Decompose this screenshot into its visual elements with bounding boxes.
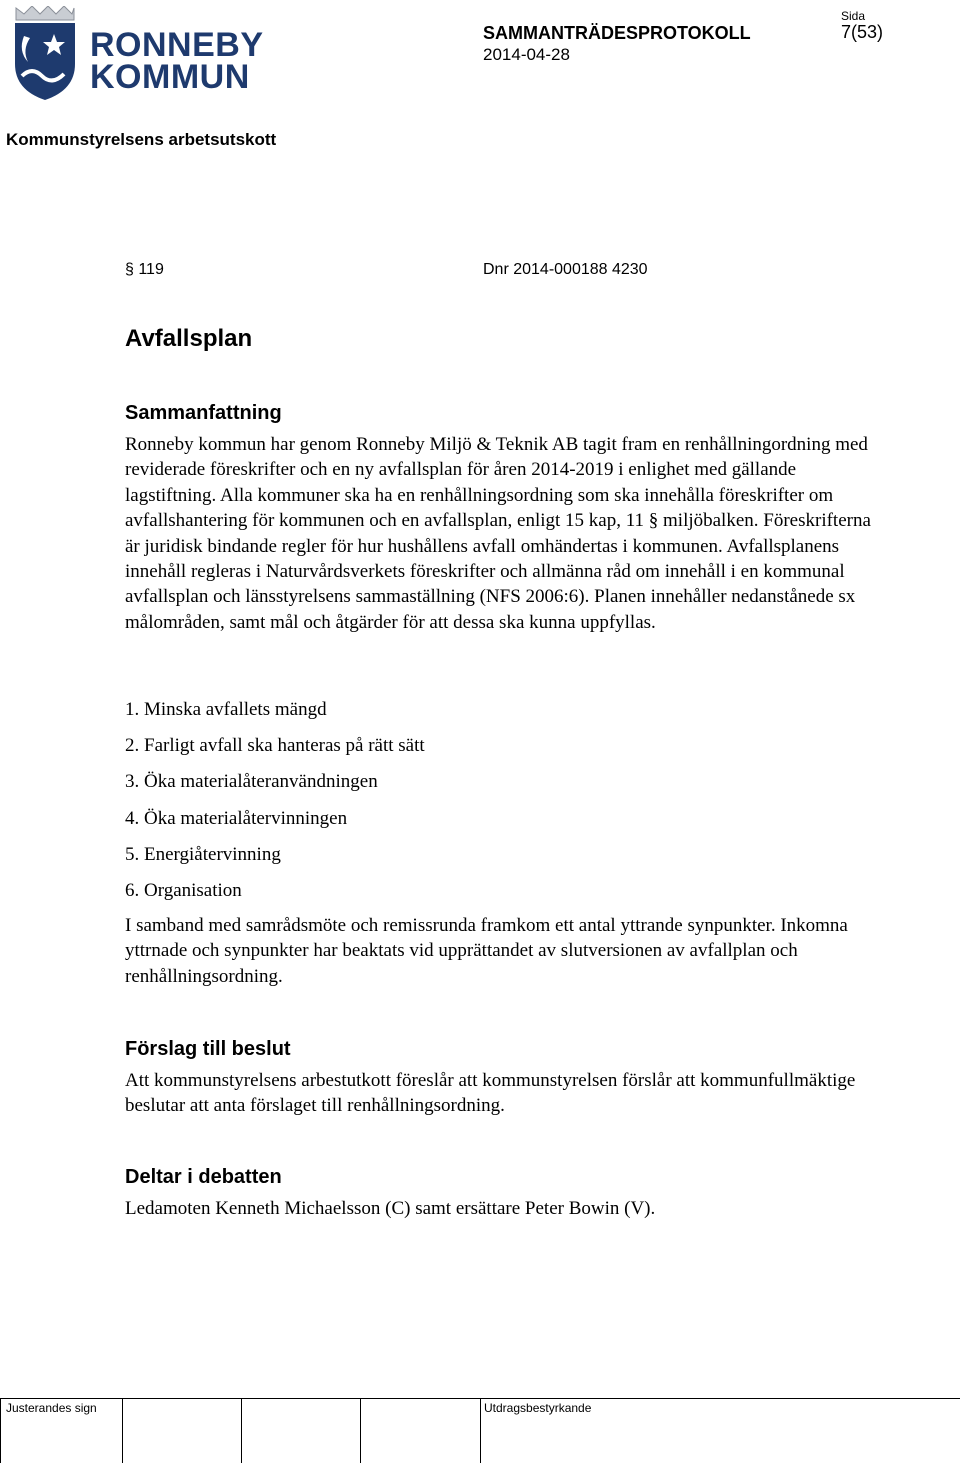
document-title: SAMMANTRÄDESPROTOKOLL	[483, 23, 751, 43]
list-item: 3. Öka materialåteranvändningen	[125, 771, 378, 793]
list-item: 5. Energiåtervinning	[125, 843, 281, 865]
footer-divider	[360, 1398, 361, 1463]
document-date: 2014-04-28	[483, 45, 570, 64]
page-label: Sida	[841, 9, 866, 23]
paragraph-number: § 119	[125, 261, 164, 278]
footer-divider	[0, 1398, 1, 1463]
committee-name: Kommunstyrelsens arbetsutskott	[6, 130, 277, 149]
footer-divider	[122, 1398, 123, 1463]
consultation-paragraph: I samband med samrådsmöte och remissrunda framkom ett antal yttrande synpunkter. Inkomna yttrnade och synpunkter har beaktats vid upprättandet av slutversionen av avfallplan och renhållningsordning.	[125, 915, 848, 987]
ronneby-kommun-logo	[12, 6, 262, 102]
coat-of-arms-icon	[12, 6, 78, 102]
list-item: 2. Farligt avfall ska hanteras på rätt sätt	[125, 735, 425, 757]
logo-text-ronneby: RONNEBY	[90, 26, 264, 64]
diary-number: Dnr 2014-000188 4230	[483, 261, 648, 278]
page-number: 7(53)	[841, 22, 884, 42]
proposal-heading: Förslag till beslut	[125, 1038, 291, 1060]
list-item: 4. Öka materialåtervinningen	[125, 807, 348, 829]
extract-label: Utdragsbestyrkande	[484, 1401, 592, 1415]
list-item: 1. Minska avfallets mängd	[125, 699, 327, 720]
debate-paragraph: Ledamoten Kenneth Michaelsson (C) samt ersättare Peter Bowin (V).	[125, 1198, 656, 1219]
signature-footer	[0, 1398, 960, 1463]
proposal-paragraph: Att kommunstyrelsens arbestutkott föreslår att kommunstyrelsen förslår att kommunfullmäktige beslutar att anta förslaget till renhållningsordning.	[125, 1070, 856, 1117]
sign-label: Justerandes sign	[6, 1401, 97, 1415]
goal-list	[125, 697, 425, 914]
logo-text-kommun: KOMMUN	[90, 58, 250, 96]
summary-paragraph: Ronneby kommun har genom Ronneby Miljö & Teknik AB tagit fram en renhållningordning med reviderade föreskrifter och en ny avfallsplan för åren 2014-2019 i enlighet med gällande lagstiftning. Alla kommuner ska ha en renhållningsordning som ska innehålla föreskrifter om avfallshantering för kommunen och en avfallsplan, enligt 15 kap, 11 § miljöbalken. Föreskrifterna är juridisk bindande regler för hur hushållens avfall omhändertas i kommunen. Avfallsplanens innehåll regleras i Naturvårdsverkets föreskrifter och allmänna råd om innehåll i en kommunal avfallsplan och länsstyrelsens sammaställning (NFS 2006:6). Planen innehåller nedanstånede sx målområden, samt mål och åtgärder för att dessa ska kunna uppfyllas.	[125, 434, 871, 633]
footer-divider	[241, 1398, 242, 1463]
debate-heading: Deltar i debatten	[125, 1166, 282, 1188]
list-item: 6. Organisation	[125, 879, 242, 901]
summary-heading: Sammanfattning	[125, 402, 282, 424]
footer-divider	[480, 1398, 481, 1463]
item-title: Avfallsplan	[125, 325, 253, 352]
